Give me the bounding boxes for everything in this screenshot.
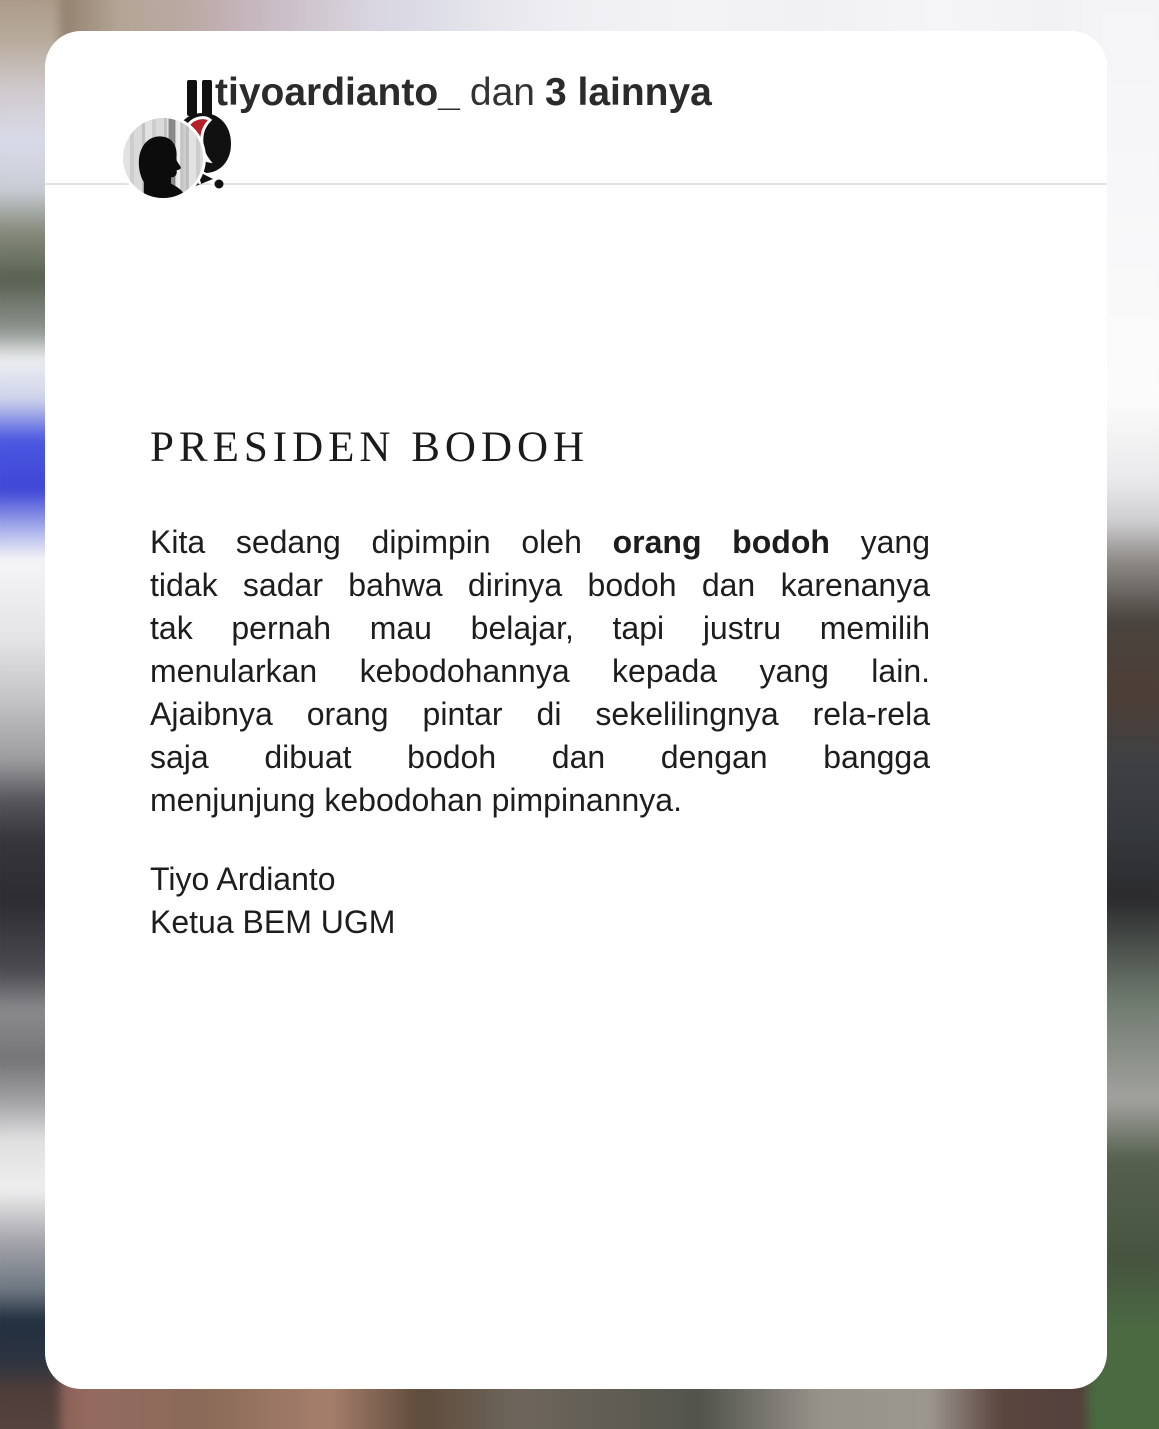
signature-name: Tiyo Ardianto — [150, 861, 336, 897]
separator-text: dan — [469, 71, 535, 114]
paragraph-line — [150, 521, 930, 564]
paragraph-line: tak pernah mau belajar, tapi justru memilih — [150, 610, 930, 646]
line-text: yang — [829, 524, 931, 560]
line-text: Kita sedang dipimpin oleh — [150, 524, 613, 560]
paragraph-line: Ajaibnya orang pintar di sekelilingnya rela-rela — [150, 696, 930, 732]
post-content — [150, 183, 930, 944]
signature-block — [150, 858, 930, 944]
tagged-users-line[interactable] — [215, 70, 712, 116]
others-count[interactable]: 3 lainnya — [544, 71, 712, 114]
post-paragraph — [150, 521, 930, 822]
paragraph-line: saja dibuat bodoh dan dengan bangga — [150, 739, 930, 775]
paragraph-line: menjunjung kebodohan pimpinannya. — [150, 782, 682, 818]
paragraph-line: tidak sadar bahwa dirinya bodoh dan karenanya — [150, 567, 930, 603]
person-silhouette-icon — [123, 118, 203, 198]
avatar[interactable] — [120, 115, 206, 201]
post-card[interactable] — [45, 31, 1107, 1389]
username[interactable]: tiyoardianto_ — [215, 71, 460, 114]
paragraph-line: menularkan kebodohannya kepada yang lain. — [150, 653, 930, 689]
signature-role: Ketua BEM UGM — [150, 904, 396, 940]
post-title: PRESIDEN BODOH — [150, 424, 590, 471]
bold-phrase: orang bodoh — [612, 524, 830, 560]
